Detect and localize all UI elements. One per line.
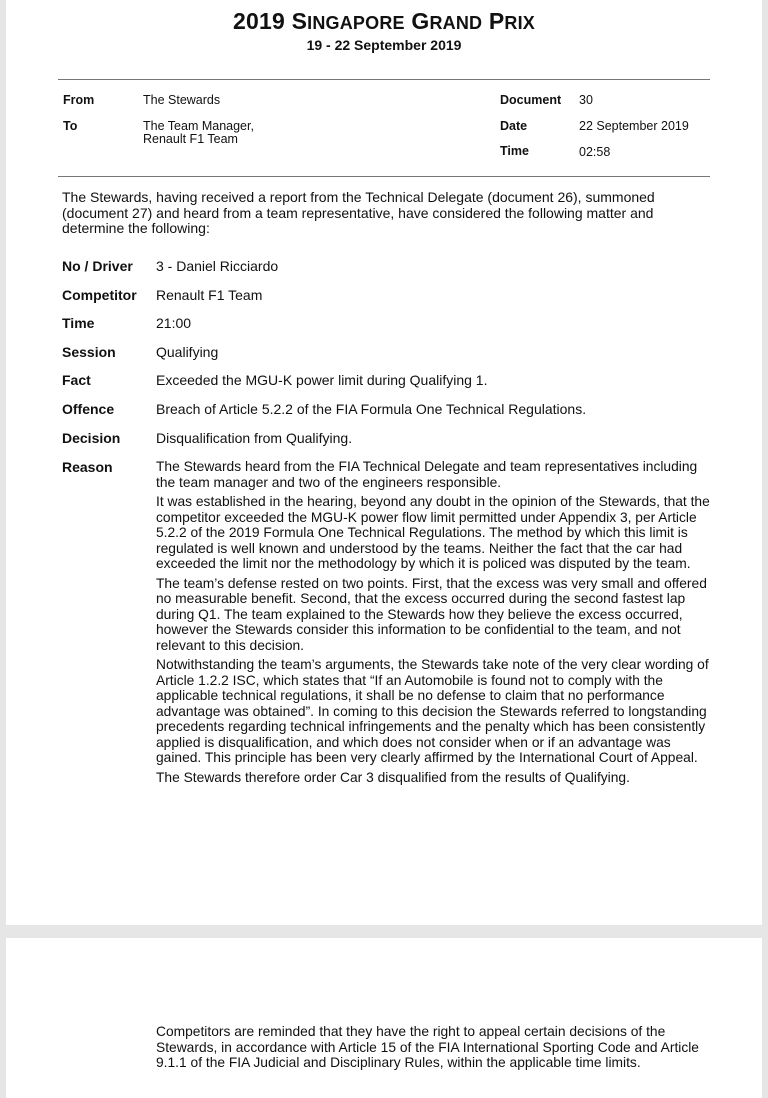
reason-label: Reason [62, 459, 113, 475]
reason-text [156, 459, 712, 789]
title-word-prix: RIX [504, 13, 535, 33]
event-dates: 19 - 22 September 2019 [306, 37, 462, 53]
offence-label: Offence [62, 401, 115, 417]
reason-paragraph: The Stewards heard from the FIA Technical Delegate and team representatives including the team manager and two of the engineers responsible. [156, 459, 698, 490]
document-page-1 [6, 0, 762, 925]
session-label: Session [62, 344, 116, 360]
document-title [6, 8, 762, 35]
competitor-label: Competitor [62, 287, 137, 303]
reason-paragraph: The Stewards therefore order Car 3 disqualified from the results of Qualifying. [156, 769, 630, 785]
offence-value: Breach of Article 5.2.2 of the FIA Formula One Technical Regulations. [156, 401, 587, 417]
from-value: The Stewards [143, 93, 221, 107]
title-letter-p: P [488, 8, 505, 34]
date-value: 22 September 2019 [579, 119, 689, 133]
document-value: 30 [579, 93, 593, 107]
document-label: Document [500, 93, 562, 107]
reason-paragraph: It was established in the hearing, beyond any doubt in the opinion of the Stewards, that the competitor exceeded the MGU-K power flow limit permitted under Appendix 3, per Article 5.2.2 of the 2019 Formula One Technical Regulations. The method by which this limit is regulated is well known and understood by the teams. Neither the fact that the car had exceeded the limit nor the methodology by which it is policed was disputed by the team. [156, 494, 710, 571]
title-word-singapore: INGAPORE [307, 13, 405, 33]
competitor-value: Renault F1 Team [156, 287, 263, 303]
title-word-grand: RAND [429, 13, 483, 33]
title-year: 2019 [233, 8, 285, 34]
to-value-line1: The Team Manager, [143, 119, 254, 133]
driver-label: No / Driver [62, 258, 133, 274]
fact-value: Exceeded the MGU-K power limit during Qualifying 1. [156, 372, 488, 388]
fact-label: Fact [62, 372, 91, 388]
session-time-value: 21:00 [156, 315, 192, 331]
reason-paragraph: Notwithstanding the team’s arguments, the Stewards take note of the very clear wording of Article 1.2.2 ISC, which states that “If an Automobile is found not to comply with the applicable technical regulations, it shall be no defense to claim that no performance advantage was obtained”. In coming to this decision the Stewards referred to longstanding precedents regarding technical infringements and the penalty which has been consistently applied is disqualification, and which does not consider when or if an advantage was gained. This principle has been very clearly affirmed by the International Court of Appeal. [156, 657, 709, 765]
appeal-notice: Competitors are reminded that they have the right to appeal certain decisions of the Stewards, in accordance with Article 15 of the FIA International Sporting Code and Article 9.1.1 of the FIA Judicial and Disciplinary Rules, within the applicable time limits. [156, 1024, 699, 1070]
title-letter-g: G [411, 8, 430, 34]
time-label: Time [500, 144, 529, 158]
from-label: From [63, 93, 95, 107]
to-value [143, 120, 254, 146]
document-page-2 [6, 938, 762, 1098]
date-label: Date [500, 119, 528, 133]
session-time-label: Time [62, 315, 95, 331]
decision-label: Decision [62, 430, 121, 446]
to-value-line2: Renault F1 Team [143, 132, 238, 146]
divider-bottom [58, 176, 710, 177]
reason-paragraph: The team’s defense rested on two points. First, that the excess was very small and offered no measurable benefit. Second, that the excess occurred during the second fastest lap during Q1. The team explained to the Stewards how they believe the excess occurred, however the Stewards consider this information to be confidential to the team, and not relevant to this decision. [156, 575, 707, 653]
title-letter-s: S [291, 8, 308, 34]
intro-paragraph: The Stewards, having received a report from the Technical Delegate (document 26), summoned (document 27) and heard from a team representative, have considered the following matter and determine the following: [62, 189, 655, 236]
session-value: Qualifying [156, 344, 219, 360]
divider-top [58, 79, 710, 80]
decision-value: Disqualification from Qualifying. [156, 430, 353, 446]
driver-value: 3 - Daniel Ricciardo [156, 258, 279, 274]
to-label: To [63, 119, 78, 133]
time-value: 02:58 [579, 145, 611, 159]
